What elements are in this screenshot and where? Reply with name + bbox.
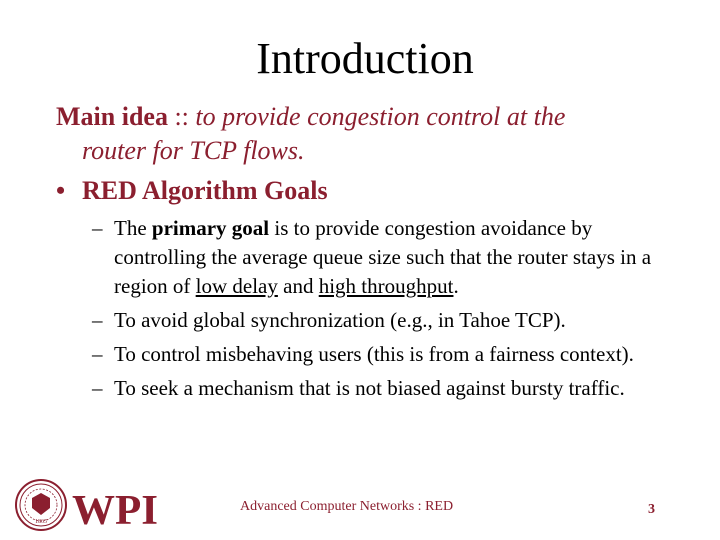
goal-1-mid: is to provide congestion avoidance by controlling the average queue size such that the router stays in a region of — [114, 216, 652, 298]
goal-2-text: To avoid global synchronization (e.g., in Tahoe TCP). — [114, 308, 566, 332]
footer-text: Advanced Computer Networks : RED — [240, 499, 454, 514]
goal-1-bold: primary goal — [151, 216, 270, 240]
goal-1-pre: The — [114, 216, 152, 240]
goal-item-2 — [92, 306, 672, 335]
goal-4-text: To seek a mechanism that is not biased against bursty traffic. — [114, 376, 625, 400]
goal-3-text: To control misbehaving users (this is from a fairness context). — [114, 342, 634, 366]
goal-1-and: and — [277, 274, 319, 298]
goal-1-end: . — [453, 274, 459, 298]
seal-year: 1865 — [35, 519, 47, 525]
dash-icon: – — [92, 376, 103, 400]
main-idea-separator: :: — [167, 102, 196, 131]
wpi-seal-icon — [16, 480, 66, 530]
wpi-wordmark: WPI — [72, 488, 158, 534]
page-number: 3 — [648, 502, 655, 517]
main-idea — [56, 100, 656, 168]
main-idea-lead: Main idea — [56, 102, 168, 131]
goal-item-1 — [92, 214, 672, 301]
dash-icon: – — [92, 216, 103, 240]
goals-list — [92, 214, 672, 408]
bullet-red-goals — [56, 174, 656, 208]
bullet-icon: • — [56, 176, 66, 205]
main-idea-line2: router for TCP flows. — [82, 136, 305, 165]
dash-icon: – — [92, 308, 103, 332]
bullet-label: RED Algorithm Goals — [82, 176, 328, 205]
slide-title: Introduction — [256, 34, 474, 83]
goal-1-underline-2: high throughput — [318, 274, 454, 298]
goal-1-underline-1: low delay — [195, 274, 278, 298]
main-idea-line1: to provide congestion control at the — [195, 102, 566, 131]
goal-item-3 — [92, 340, 672, 369]
dash-icon: – — [92, 342, 103, 366]
wpi-logo — [14, 478, 160, 534]
goal-item-4 — [92, 374, 672, 403]
